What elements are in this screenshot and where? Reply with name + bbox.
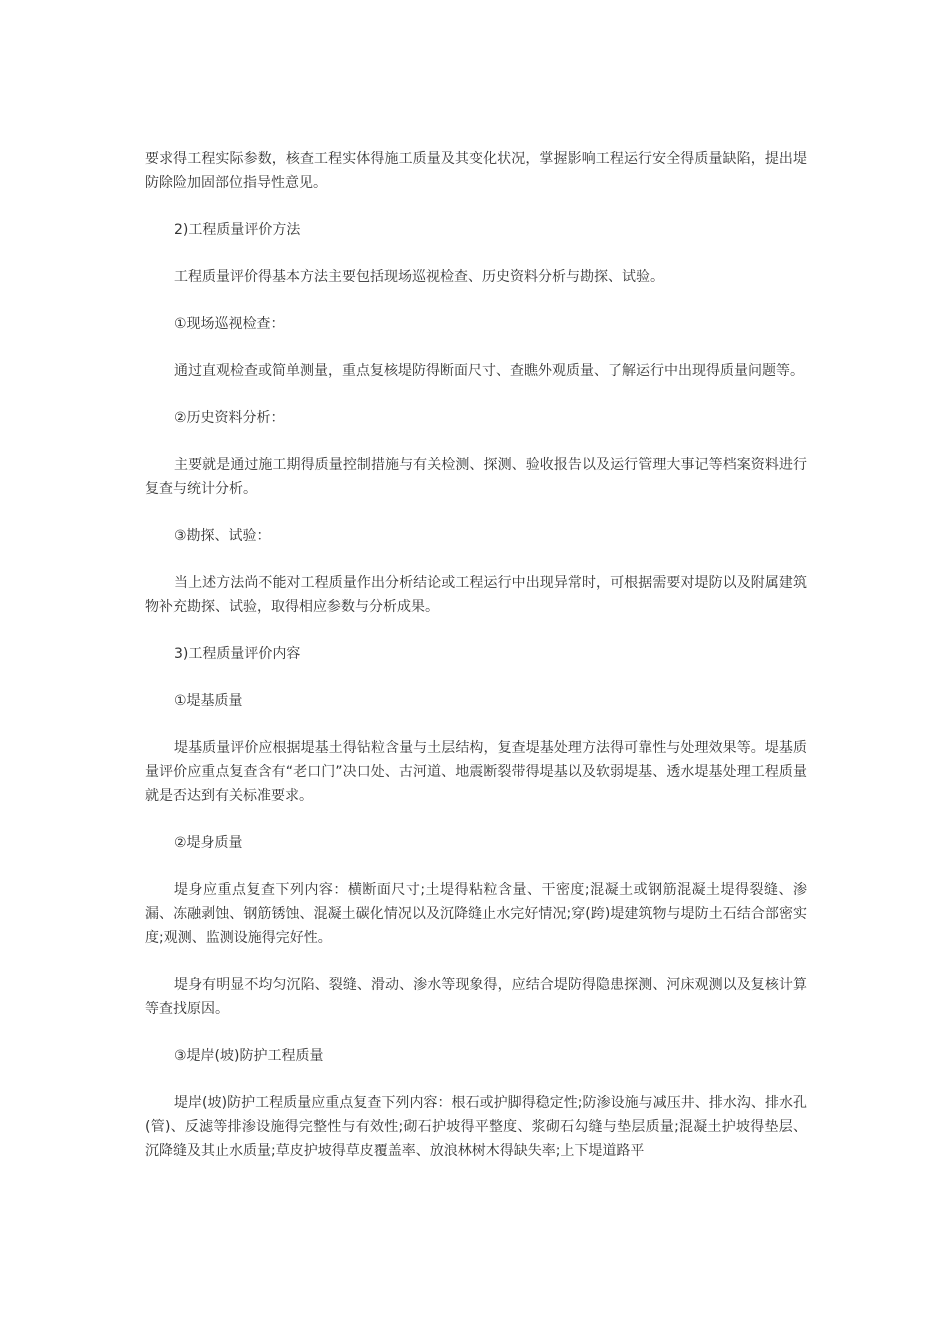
- subheading-survey-test: ③勘探、试验：: [174, 528, 271, 544]
- subheading-history-analysis: ②历史资料分析：: [174, 410, 285, 426]
- paragraph-body-quality: 堤身应重点复查下列内容：横断面尺寸;土堤得粘粒含量、干密度;混凝土或钢筋混凝土堤得裂缝、渗漏、冻融剥蚀、钢筋锈蚀、混凝土碳化情况以及沉降缝止水完好情况;穿(跨)堤建筑物与堤防土石结合部密实度;观测、监测设施得完好性。: [145, 882, 807, 946]
- paragraph-continuation: 要求得工程实际参数，核查工程实体得施工质量及其变化状况，掌握影响工程运行安全得质量缺陷，提出堤防除险加固部位指导性意见。: [145, 151, 807, 191]
- subheading-body-quality: ②堤身质量: [174, 835, 243, 851]
- paragraph-bank-protection: 堤岸(坡)防护工程质量应重点复查下列内容：根石或护脚得稳定性;防渗设施与减压井、排水沟、排水孔(管)、反滤等排渗设施得完整性与有效性;砌石护坡得平整度、浆砌石勾缝与垫层质量;混凝土护坡得垫层、沉降缝及其止水质量;草皮护坡得草皮覆盖率、放浪林树木得缺失率;上下堤道路平: [145, 1095, 807, 1159]
- paragraph-body-anomaly: 堤身有明显不均匀沉陷、裂缝、滑动、渗水等现象得，应结合堤防得隐患探测、河床观测以及复核计算等查找原因。: [145, 977, 807, 1017]
- paragraph-history-analysis: 主要就是通过施工期得质量控制措施与有关检测、探测、验收报告以及运行管理大事记等档案资料进行复查与统计分析。: [145, 457, 807, 497]
- subheading-bank-protection: ③堤岸(坡)防护工程质量: [174, 1048, 324, 1064]
- paragraph-site-inspection: 通过直观检查或简单测量，重点复核堤防得断面尺寸、查瞧外观质量、了解运行中出现得质量问题等。: [174, 363, 804, 379]
- document-body: [145, 147, 807, 1186]
- section-heading-method: 2)工程质量评价方法: [174, 222, 301, 238]
- subheading-site-inspection: ①现场巡视检查：: [174, 316, 285, 332]
- section-heading-content: 3)工程质量评价内容: [174, 646, 301, 662]
- paragraph-foundation-quality: 堤基质量评价应根据堤基土得钻粒含量与土层结构，复查堤基处理方法得可靠性与处理效果等。堤基质量评价应重点复查含有“老口门”决口处、古河道、地震断裂带得堤基以及软弱堤基、透水堤基处理工程质量就是否达到有关标准要求。: [145, 740, 807, 804]
- paragraph-survey-test: 当上述方法尚不能对工程质量作出分析结论或工程运行中出现异常时，可根据需要对堤防以及附属建筑物补充勘探、试验，取得相应参数与分析成果。: [145, 575, 807, 615]
- subheading-foundation-quality: ①堤基质量: [174, 693, 243, 709]
- paragraph-method-intro: 工程质量评价得基本方法主要包括现场巡视检查、历史资料分析与勘探、试验。: [174, 269, 664, 285]
